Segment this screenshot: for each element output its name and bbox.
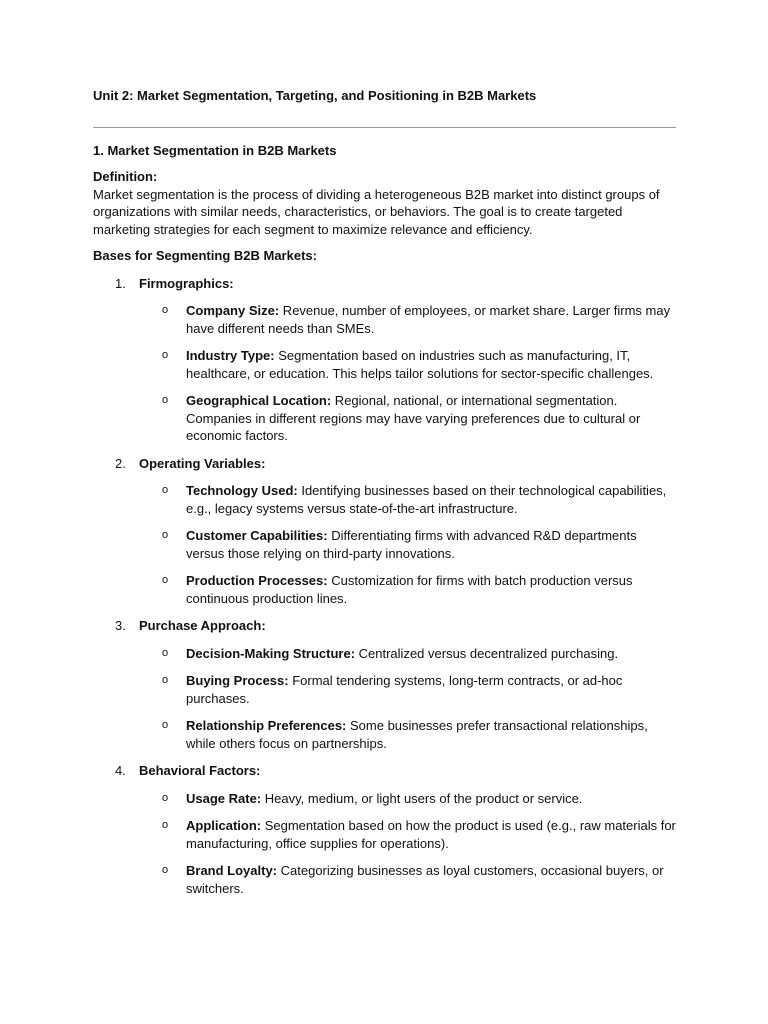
- item-term: Industry Type:: [186, 348, 275, 363]
- category-number: 3.: [115, 618, 126, 633]
- list-item: [139, 392, 676, 445]
- category-sublist: [139, 302, 676, 445]
- list-item: [139, 790, 676, 808]
- item-term: Usage Rate:: [186, 790, 262, 806]
- item-term: Technology Used:: [186, 483, 298, 498]
- category-item: [93, 617, 676, 752]
- hollow-bullet-icon: o: [162, 529, 169, 541]
- list-item: [139, 347, 676, 382]
- item-term: Production Processes:: [186, 573, 328, 588]
- hollow-bullet-icon: o: [162, 864, 169, 876]
- section-heading: 1. Market Segmentation in B2B Markets: [93, 142, 337, 158]
- hollow-bullet-icon: o: [162, 674, 169, 686]
- category-item: [93, 275, 676, 445]
- list-item: [139, 672, 676, 707]
- item-description: Heavy, medium, or light users of the product or service.: [261, 790, 583, 806]
- item-description: Segmentation based on how the product is used (e.g., raw materials for manufacturing, office supplies for operations).: [186, 818, 676, 851]
- document-content: [93, 87, 676, 897]
- page-title: Unit 2: Market Segmentation, Targeting, and Positioning in B2B Markets: [93, 88, 537, 103]
- category-number: 2.: [115, 455, 126, 471]
- category-name: Purchase Approach:: [139, 618, 266, 633]
- item-description: Revenue, number of employees, or market share. Larger firms may have different needs than SMEs.: [186, 303, 671, 336]
- hollow-bullet-icon: o: [162, 484, 169, 496]
- item-term: Geographical Location:: [186, 393, 332, 408]
- list-item: [139, 527, 676, 562]
- item-term: Decision-Making Structure:: [186, 645, 356, 661]
- item-description: Differentiating firms with advanced R&D departments versus those relying on third-party innovations.: [186, 528, 637, 561]
- hollow-bullet-icon: o: [162, 349, 169, 361]
- list-item: [139, 572, 676, 607]
- bases-heading: Bases for Segmenting B2B Markets:: [93, 248, 317, 263]
- list-item: [139, 645, 676, 663]
- list-item: [139, 817, 676, 852]
- hollow-bullet-icon: o: [162, 819, 169, 831]
- item-description: Formal tendering systems, long-term contracts, or ad-hoc purchases.: [186, 673, 623, 706]
- category-sublist: [139, 645, 676, 753]
- item-description: Regional, national, or international segmentation. Companies in different regions may have varying preferences due to cultural or economic factors.: [186, 393, 641, 443]
- category-item: [93, 762, 676, 897]
- definition-text: Market segmentation is the process of dividing a heterogeneous B2B market into distinct groups of organizations with similar needs, characteristics, or behaviors. The goal is to create targeted marketing strategies for each segment to maximize relevance and efficiency.: [93, 186, 660, 237]
- hollow-bullet-icon: o: [162, 394, 169, 406]
- category-sublist: [139, 790, 676, 898]
- item-description: Categorizing businesses as loyal customers, occasional buyers, or switchers.: [186, 863, 664, 896]
- hollow-bullet-icon: o: [162, 574, 169, 586]
- category-number: 4.: [115, 763, 126, 778]
- item-term: Customer Capabilities:: [186, 528, 328, 543]
- item-description: Some businesses prefer transactional relationships, while others focus on partnerships.: [186, 718, 648, 751]
- hollow-bullet-icon: o: [162, 791, 169, 804]
- horizontal-divider: [93, 127, 676, 128]
- category-name: Firmographics:: [139, 275, 234, 291]
- category-number: 1.: [115, 275, 126, 291]
- hollow-bullet-icon: o: [162, 304, 169, 316]
- list-item: [139, 482, 676, 517]
- category-sublist: [139, 482, 676, 607]
- category-item: [93, 455, 676, 608]
- item-term: Brand Loyalty:: [186, 863, 278, 878]
- list-item: [139, 862, 676, 897]
- item-description: Centralized versus decentralized purchasing.: [355, 645, 619, 661]
- hollow-bullet-icon: o: [162, 646, 169, 659]
- item-term: Company Size:: [186, 303, 280, 318]
- item-description: Identifying businesses based on their technological capabilities, e.g., legacy systems versus state-of-the-art infrastructure.: [186, 483, 667, 516]
- list-item: [139, 302, 676, 337]
- item-term: Application:: [186, 818, 262, 833]
- list-item: [139, 717, 676, 752]
- definition-label: Definition:: [93, 169, 158, 184]
- item-description: Customization for firms with batch production versus continuous production lines.: [186, 573, 633, 606]
- segmentation-bases-list: [93, 275, 676, 898]
- hollow-bullet-icon: o: [162, 719, 169, 731]
- item-description: Segmentation based on industries such as manufacturing, IT, healthcare, or education. This helps tailor solutions for sector-specific challenges.: [186, 348, 654, 381]
- item-term: Buying Process:: [186, 673, 289, 688]
- category-name: Behavioral Factors:: [139, 763, 261, 778]
- category-name: Operating Variables:: [139, 455, 266, 471]
- item-term: Relationship Preferences:: [186, 718, 347, 733]
